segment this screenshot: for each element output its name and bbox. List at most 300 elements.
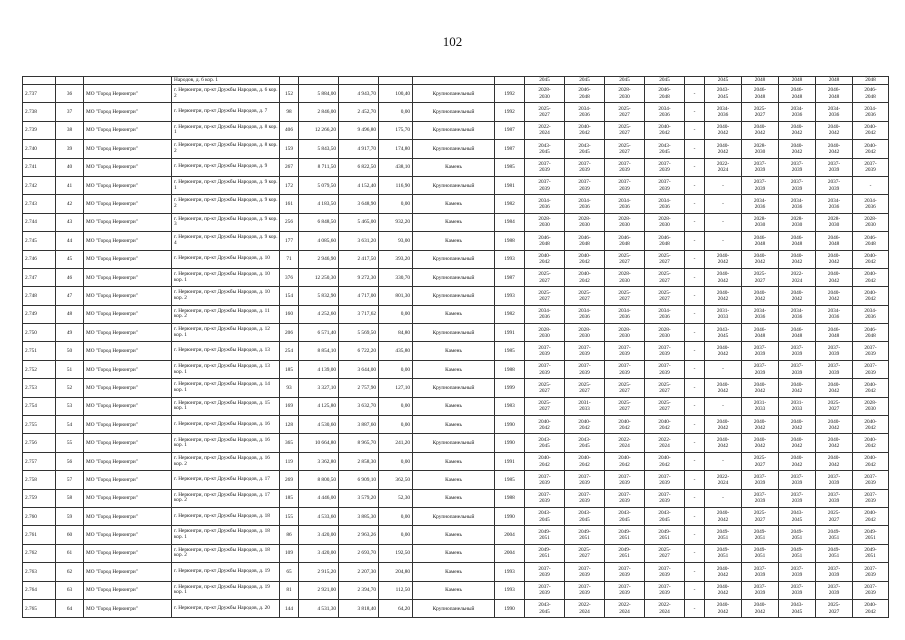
cell-nonliving-area: 438,10: [379, 158, 413, 176]
cell-repair-period: 2040- 2042: [565, 452, 605, 470]
cell-wall-material: Камень: [413, 526, 495, 544]
cell-repair-period: 2037- 2039: [742, 158, 779, 176]
cell-repair-period: -: [705, 360, 742, 378]
cell-repair-period: 2025- 2027: [742, 507, 779, 525]
cell-repair-period: 2037- 2039: [816, 581, 853, 599]
cell-year-built: 1990: [495, 434, 525, 452]
cell-record-id: 2.740: [23, 140, 56, 158]
cell-address: г. Нерюнгри, пр-кт Дружбы Народов, д. 13 кор. 1: [172, 360, 280, 378]
cell-repair-period: 2037- 2039: [605, 563, 645, 581]
table-row: [23, 195, 889, 213]
cell-nonliving-area: 330,70: [379, 268, 413, 286]
table-row: [23, 287, 889, 305]
cell-address: г. Нерюнгри, пр-кт Дружбы Народов, д. 9 кор. 2: [172, 195, 280, 213]
cell-repair-period: -: [705, 213, 742, 231]
cell-repair-period: 2037- 2039: [779, 489, 816, 507]
table-row: [23, 416, 889, 434]
cell-address: г. Нерюнгри, пр-кт Дружбы Народов, д. 16 кор. 2: [172, 452, 280, 470]
cell-repair-period: 2037- 2039: [853, 563, 889, 581]
cell-total-area: 2 946,90: [299, 250, 339, 268]
cell-repair-period: 2037- 2039: [816, 471, 853, 489]
table-row: [23, 213, 889, 231]
cell-row-number: 38: [56, 121, 84, 139]
page-number: 102: [442, 34, 463, 49]
cell-wall-material: Камень: [413, 158, 495, 176]
cell-living-area: 9 496,80: [339, 121, 379, 139]
cell-record-id: 2.760: [23, 507, 56, 525]
cell-year-built: 1991: [495, 452, 525, 470]
cell-total-area: 4 183,50: [299, 195, 339, 213]
cell-address: г. Нерюнгри, пр-кт Дружбы Народов, д. 8 кор. 2: [172, 140, 280, 158]
cell-wall-material: Камень: [413, 232, 495, 250]
cell-living-area: 4 943,70: [339, 85, 379, 103]
cell-municipality: МО "Город Нерюнгри": [84, 379, 172, 397]
cell-nonliving-area: 175,70: [379, 121, 413, 139]
cell-repair-period: 2025- 2027: [565, 379, 605, 397]
cell-record-id: 2.753: [23, 379, 56, 397]
cell-repair-period: -: [685, 342, 705, 360]
cell-repair-period: 2040- 2042: [816, 140, 853, 158]
cell-repair-period: 2025- 2027: [605, 250, 645, 268]
cell-nonliving-area: 0,00: [379, 507, 413, 525]
cell-repair-period: 2037- 2039: [779, 581, 816, 599]
cell-wall-material: Камень: [413, 213, 495, 231]
cell-repair-period: 2037- 2039: [853, 342, 889, 360]
cell-repair-period: -: [705, 232, 742, 250]
cell-repair-period: 2028- 2030: [605, 213, 645, 231]
cell-repair-period: 2037- 2039: [525, 489, 565, 507]
table-row: [23, 544, 889, 562]
cell-repair-period: 2046- 2048: [645, 85, 685, 103]
cell-year-built: 2004: [495, 544, 525, 562]
cell-repair-period: 2043- 2045: [565, 140, 605, 158]
cell-repair-period: 2037- 2039: [816, 158, 853, 176]
cell-repair-period: 2040- 2042: [853, 452, 889, 470]
cell-year-built: 1993: [495, 287, 525, 305]
cell-year: 2045: [565, 77, 605, 85]
cell-repair-period: 2028- 2030: [525, 85, 565, 103]
cell-repair-period: 2025- 2027: [605, 379, 645, 397]
cell-record-id: 2.750: [23, 324, 56, 342]
cell-repair-period: 2028- 2030: [779, 213, 816, 231]
cell-wall-material: Камень: [413, 416, 495, 434]
cell-repair-period: 2040- 2042: [525, 452, 565, 470]
cell-repair-period: 2040- 2042: [705, 268, 742, 286]
cell-repair-period: 2037- 2039: [565, 471, 605, 489]
cell-year-built: 1981: [495, 176, 525, 194]
cell-wall-material: Камень: [413, 452, 495, 470]
cell-repair-period: 2037- 2039: [816, 176, 853, 194]
cell-repair-period: 2025- 2027: [605, 103, 645, 121]
cell-repair-period: 2040- 2042: [742, 250, 779, 268]
cell-nonliving-area: 93,00: [379, 232, 413, 250]
cell-row-number: 40: [56, 158, 84, 176]
cell-nonliving-area: 0,00: [379, 305, 413, 323]
cell-repair-period: -: [685, 195, 705, 213]
cell-repair-period: 2022- 2024: [645, 599, 685, 617]
cell-apartments: 128: [280, 416, 299, 434]
table-row: [23, 471, 889, 489]
cell-apartments: 155: [280, 507, 299, 525]
cell-empty: [56, 77, 84, 85]
table-row: [23, 103, 889, 121]
cell-nonliving-area: 0,00: [379, 526, 413, 544]
cell-repair-period: 2040- 2042: [779, 121, 816, 139]
table-row: [23, 360, 889, 378]
cell-repair-period: 2037- 2039: [565, 342, 605, 360]
cell-row-number: 55: [56, 434, 84, 452]
table-row: [23, 305, 889, 323]
cell-repair-period: 2025- 2027: [605, 287, 645, 305]
cell-record-id: 2.754: [23, 397, 56, 415]
cell-repair-period: 2037- 2039: [779, 158, 816, 176]
cell-repair-period: 2040- 2042: [705, 287, 742, 305]
cell-municipality: МО "Город Нерюнгри": [84, 287, 172, 305]
cell-row-number: 39: [56, 140, 84, 158]
cell-wall-material: Камень: [413, 305, 495, 323]
cell-repair-period: 2037- 2039: [525, 471, 565, 489]
cell-total-area: 5 884,00: [299, 85, 339, 103]
cell-repair-period: 2049- 2051: [816, 544, 853, 562]
cell-record-id: 2.755: [23, 416, 56, 434]
cell-wall-material: Камень: [413, 489, 495, 507]
cell-municipality: МО "Город Нерюнгри": [84, 581, 172, 599]
cell-repair-period: 2034- 2036: [645, 305, 685, 323]
cell-repair-period: 2037- 2039: [565, 563, 605, 581]
cell-nonliving-area: 192,50: [379, 544, 413, 562]
cell-year-built: 1992: [495, 103, 525, 121]
cell-apartments: 185: [280, 360, 299, 378]
table-row: [23, 581, 889, 599]
cell-year-built: 1985: [495, 471, 525, 489]
cell-empty: [23, 77, 56, 85]
table-row: [23, 250, 889, 268]
cell-repair-period: 2040- 2042: [853, 507, 889, 525]
cell-repair-period: 2049- 2051: [605, 526, 645, 544]
table-row: [23, 158, 889, 176]
cell-total-area: 12 266,20: [299, 121, 339, 139]
cell-repair-period: 2037- 2039: [779, 342, 816, 360]
cell-record-id: 2.761: [23, 526, 56, 544]
cell-apartments: 119: [280, 452, 299, 470]
cell-repair-period: 2037- 2039: [645, 489, 685, 507]
cell-record-id: 2.746: [23, 250, 56, 268]
table-row: [23, 397, 889, 415]
cell-year-built: 1987: [495, 268, 525, 286]
cell-address: г. Нерюнгри, пр-кт Дружбы Народов, д. 16 кор. 1: [172, 434, 280, 452]
cell-repair-period: 2025- 2027: [605, 121, 645, 139]
cell-repair-period: 2037- 2039: [645, 360, 685, 378]
cell-year-built: 1993: [495, 563, 525, 581]
cell-total-area: 10 664,80: [299, 434, 339, 452]
cell-repair-period: 2028- 2030: [742, 140, 779, 158]
cell-repair-period: 2040- 2042: [742, 599, 779, 617]
cell-repair-period: 2040- 2042: [853, 140, 889, 158]
cell-municipality: МО "Город Нерюнгри": [84, 544, 172, 562]
cell-repair-period: -: [685, 434, 705, 452]
cell-wall-material: Крупнопанельный: [413, 250, 495, 268]
cell-wall-material: Камень: [413, 563, 495, 581]
cell-repair-period: 2028- 2030: [645, 213, 685, 231]
cell-repair-period: 2043- 2045: [705, 85, 742, 103]
cell-repair-period: -: [685, 250, 705, 268]
cell-repair-period: 2049- 2051: [705, 544, 742, 562]
cell-repair-period: 2025- 2027: [525, 397, 565, 415]
cell-nonliving-area: 64,20: [379, 599, 413, 617]
cell-repair-period: 2046- 2048: [853, 324, 889, 342]
cell-repair-period: 2037- 2039: [645, 471, 685, 489]
cell-total-area: 4 252,60: [299, 305, 339, 323]
cell-repair-period: 2037- 2039: [779, 471, 816, 489]
cell-repair-period: 2043- 2045: [779, 599, 816, 617]
cell-repair-period: 2040- 2042: [565, 268, 605, 286]
cell-repair-period: 2040- 2042: [816, 121, 853, 139]
cell-repair-period: 2037- 2039: [742, 581, 779, 599]
cell-wall-material: Крупнопанельный: [413, 599, 495, 617]
cell-year: 2045: [525, 77, 565, 85]
cell-record-id: 2.762: [23, 544, 56, 562]
cell-row-number: 47: [56, 287, 84, 305]
cell-repair-period: 2040- 2042: [705, 563, 742, 581]
cell-nonliving-area: 393,20: [379, 250, 413, 268]
cell-municipality: МО "Город Нерюнгри": [84, 232, 172, 250]
cell-repair-period: 2037- 2039: [525, 342, 565, 360]
cell-row-number: 56: [56, 452, 84, 470]
cell-year-built: 1990: [495, 599, 525, 617]
cell-repair-period: 2040- 2042: [853, 250, 889, 268]
cell-total-area: 3 327,10: [299, 379, 339, 397]
cell-repair-period: 2040- 2042: [705, 250, 742, 268]
table-row: [23, 379, 889, 397]
cell-repair-period: 2040- 2042: [705, 342, 742, 360]
cell-repair-period: -: [685, 416, 705, 434]
cell-total-area: 5 079,50: [299, 176, 339, 194]
table-row: [23, 434, 889, 452]
cell-repair-period: 2040- 2042: [816, 268, 853, 286]
cell-apartments: 256: [280, 213, 299, 231]
cell-empty: [299, 77, 339, 85]
cell-repair-period: 2040- 2042: [779, 287, 816, 305]
cell-living-area: 5 465,00: [339, 213, 379, 231]
cell-repair-period: 2043- 2045: [525, 434, 565, 452]
cell-repair-period: 2025- 2027: [816, 599, 853, 617]
cell-repair-period: 2040- 2042: [742, 434, 779, 452]
cell-repair-period: 2037- 2039: [525, 563, 565, 581]
cell-repair-period: 2037- 2039: [742, 471, 779, 489]
cell-repair-period: 2049- 2051: [742, 526, 779, 544]
cell-apartments: 160: [280, 305, 299, 323]
cell-repair-period: 2040- 2042: [705, 140, 742, 158]
cell-repair-period: 2037- 2039: [605, 360, 645, 378]
cell-total-area: 3 420,00: [299, 544, 339, 562]
cell-repair-period: 2040- 2042: [779, 452, 816, 470]
cell-repair-period: 2040- 2042: [816, 379, 853, 397]
cell-repair-period: 2037- 2039: [525, 158, 565, 176]
cell-nonliving-area: 435,80: [379, 342, 413, 360]
table-row: [23, 121, 889, 139]
cell-address: г. Нерюнгри, пр-кт Дружбы Народов, д. 9 кор. 1: [172, 176, 280, 194]
cell-repair-period: 2040- 2042: [853, 599, 889, 617]
cell-repair-period: 2040- 2042: [853, 416, 889, 434]
cell-repair-period: 2040- 2042: [525, 416, 565, 434]
cell-repair-period: 2028- 2030: [742, 213, 779, 231]
cell-living-area: 9 272,30: [339, 268, 379, 286]
cell-municipality: МО "Город Нерюнгри": [84, 140, 172, 158]
cell-repair-period: 2037- 2039: [525, 360, 565, 378]
cell-repair-period: -: [685, 563, 705, 581]
cell-row-number: 44: [56, 232, 84, 250]
cell-repair-period: 2034- 2036: [853, 195, 889, 213]
cell-repair-period: 2037- 2039: [645, 581, 685, 599]
cell-wall-material: Камень: [413, 360, 495, 378]
cell-apartments: 65: [280, 563, 299, 581]
cell-municipality: МО "Город Нерюнгри": [84, 416, 172, 434]
cell-wall-material: Камень: [413, 397, 495, 415]
cell-repair-period: 2040- 2042: [853, 121, 889, 139]
cell-repair-period: -: [853, 176, 889, 194]
cell-living-area: 3 579,20: [339, 489, 379, 507]
cell-repair-period: 2040- 2042: [816, 287, 853, 305]
cell-repair-period: 2034- 2036: [565, 103, 605, 121]
data-table: [22, 76, 889, 618]
cell-address: г. Нерюнгри, пр-кт Дружбы Народов, д. 12 кор. 1: [172, 324, 280, 342]
cell-year-built: 1985: [495, 158, 525, 176]
cell-wall-material: Крупнопанельный: [413, 379, 495, 397]
cell-address: г. Нерюнгри, пр-кт Дружбы Народов, д. 10: [172, 250, 280, 268]
cell-nonliving-area: 52,30: [379, 489, 413, 507]
cell-repair-period: 2040- 2042: [525, 250, 565, 268]
cell-year-built: 1990: [495, 416, 525, 434]
cell-address: г. Нерюнгри, пр-кт Дружбы Народов, д. 17: [172, 471, 280, 489]
cell-repair-period: 2049- 2051: [525, 526, 565, 544]
cell-year-built: 1988: [495, 489, 525, 507]
cell-repair-period: 2046- 2048: [853, 85, 889, 103]
cell-living-area: 2 207,30: [339, 563, 379, 581]
cell-repair-period: 2028- 2030: [525, 213, 565, 231]
cell-year-built: 1987: [495, 121, 525, 139]
cell-repair-period: 2034- 2036: [525, 305, 565, 323]
cell-year-built: 1993: [495, 250, 525, 268]
cell-repair-period: 2028- 2030: [565, 213, 605, 231]
cell-living-area: 3 818,40: [339, 599, 379, 617]
cell-repair-period: 2040- 2042: [705, 121, 742, 139]
cell-municipality: МО "Город Нерюнгри": [84, 563, 172, 581]
cell-nonliving-area: 0,00: [379, 397, 413, 415]
cell-repair-period: 2025- 2027: [525, 287, 565, 305]
cell-repair-period: 2037- 2039: [605, 158, 645, 176]
cell-repair-period: 2025- 2027: [525, 268, 565, 286]
cell-municipality: МО "Город Нерюнгри": [84, 195, 172, 213]
cell-repair-period: 2040- 2042: [779, 434, 816, 452]
cell-repair-period: 2040- 2042: [853, 379, 889, 397]
cell-repair-period: 2034- 2036: [779, 195, 816, 213]
cell-repair-period: 2031- 2033: [742, 397, 779, 415]
cell-apartments: 86: [280, 526, 299, 544]
cell-repair-period: 2043- 2045: [525, 507, 565, 525]
cell-repair-period: 2043- 2045: [645, 507, 685, 525]
cell-year-built: 1993: [495, 581, 525, 599]
cell-repair-period: 2022- 2024: [705, 158, 742, 176]
cell-apartments: 206: [280, 324, 299, 342]
cell-nonliving-area: 932,20: [379, 213, 413, 231]
cell-apartments: 365: [280, 434, 299, 452]
cell-repair-period: 2040- 2042: [605, 416, 645, 434]
cell-repair-period: -: [685, 176, 705, 194]
cell-total-area: 12 250,30: [299, 268, 339, 286]
cell-year-built: 1987: [495, 140, 525, 158]
cell-municipality: МО "Город Нерюнгри": [84, 121, 172, 139]
cell-record-id: 2.759: [23, 489, 56, 507]
cell-nonliving-area: 801,30: [379, 287, 413, 305]
cell-apartments: 93: [280, 379, 299, 397]
cell-year: 2045: [605, 77, 645, 85]
cell-year-built: 1992: [495, 85, 525, 103]
cell-repair-period: 2037- 2039: [742, 489, 779, 507]
cell-repair-period: -: [685, 158, 705, 176]
cell-row-number: 58: [56, 489, 84, 507]
table-row: [23, 507, 889, 525]
cell-repair-period: 2049- 2051: [853, 544, 889, 562]
cell-repair-period: 2034- 2036: [605, 305, 645, 323]
cell-total-area: 2 846,00: [299, 103, 339, 121]
table-row: [23, 563, 889, 581]
cell-living-area: 3 632,70: [339, 397, 379, 415]
cell-record-id: 2.744: [23, 213, 56, 231]
cell-municipality: МО "Город Нерюнгри": [84, 85, 172, 103]
cell-repair-period: -: [685, 213, 705, 231]
cell-record-id: 2.764: [23, 581, 56, 599]
cell-total-area: 4 085,60: [299, 232, 339, 250]
cell-address: г. Нерюнгри, пр-кт Дружбы Народов, д. 19: [172, 563, 280, 581]
cell-address: г. Нерюнгри, пр-кт Дружбы Народов, д. 13: [172, 342, 280, 360]
cell-repair-period: 2046- 2048: [742, 232, 779, 250]
cell-repair-period: 2049- 2051: [779, 544, 816, 562]
cell-repair-period: 2028- 2030: [525, 324, 565, 342]
cell-repair-period: -: [685, 85, 705, 103]
cell-repair-period: 2028- 2030: [605, 85, 645, 103]
cell-year-built: 1983: [495, 397, 525, 415]
cell-empty: [379, 77, 413, 85]
cell-repair-period: 2034- 2036: [779, 305, 816, 323]
cell-apartments: 185: [280, 489, 299, 507]
cell-repair-period: 2037- 2039: [853, 360, 889, 378]
cell-repair-period: -: [685, 379, 705, 397]
cell-repair-period: 2037- 2039: [853, 471, 889, 489]
cell-nonliving-area: 84,80: [379, 324, 413, 342]
table-row: [23, 268, 889, 286]
cell-address: г. Нерюнгри, пр-кт Дружбы Народов, д. 18: [172, 507, 280, 525]
cell-empty: [84, 77, 172, 85]
cell-living-area: 3 648,90: [339, 195, 379, 213]
cell-repair-period: 2037- 2039: [779, 360, 816, 378]
cell-year-built: 1988: [495, 360, 525, 378]
cell-repair-period: 2034- 2036: [853, 305, 889, 323]
cell-address: г. Нерюнгри, пр-кт Дружбы Народов, д. 20: [172, 599, 280, 617]
cell-apartments: 152: [280, 85, 299, 103]
cell-municipality: МО "Город Нерюнгри": [84, 213, 172, 231]
cell-total-area: 4 533,60: [299, 507, 339, 525]
cell-apartments: 406: [280, 121, 299, 139]
cell-apartments: 376: [280, 268, 299, 286]
cell-year-built: 1988: [495, 232, 525, 250]
cell-repair-period: 2034- 2036: [645, 195, 685, 213]
cell-repair-period: 2037- 2039: [645, 158, 685, 176]
cell-repair-period: 2037- 2039: [853, 489, 889, 507]
cell-repair-period: -: [685, 452, 705, 470]
cell-total-area: 6 848,50: [299, 213, 339, 231]
cell-repair-period: 2025- 2027: [645, 250, 685, 268]
cell-living-area: 2 693,70: [339, 544, 379, 562]
